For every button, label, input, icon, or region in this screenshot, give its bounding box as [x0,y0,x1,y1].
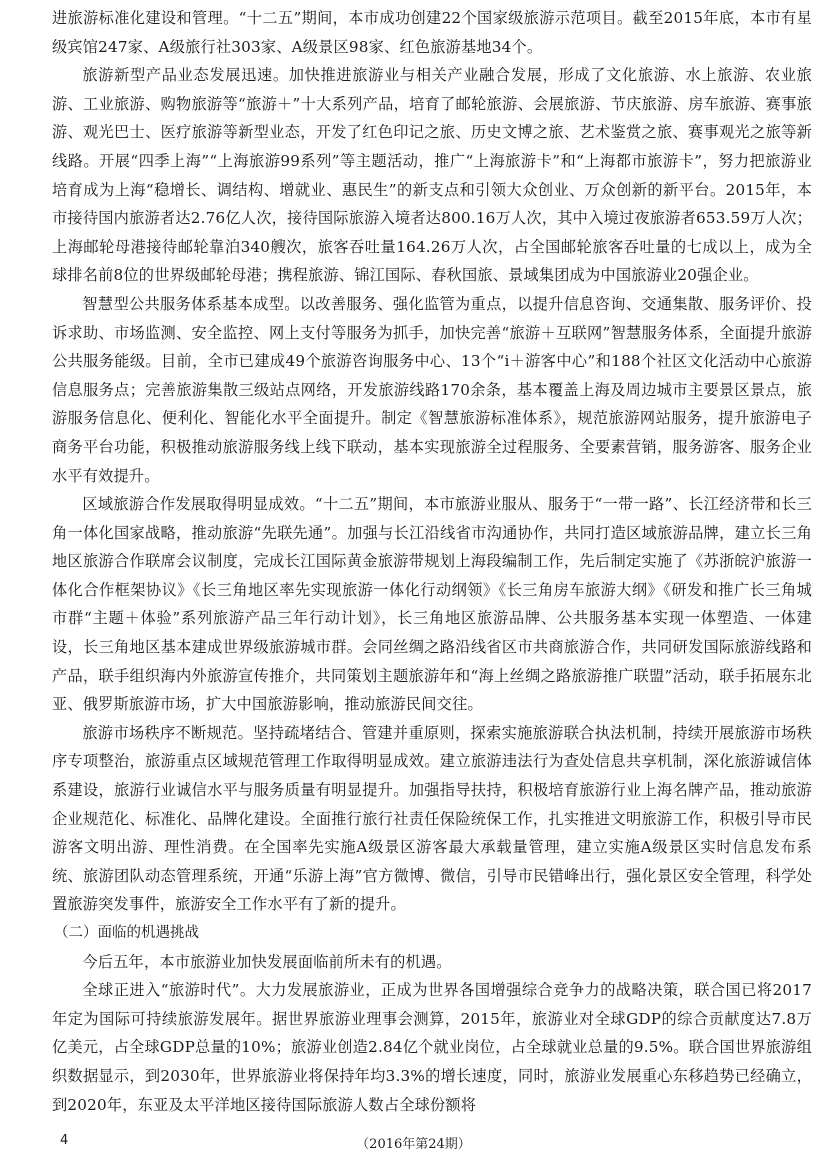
body-text [52,4,812,1119]
paragraph-regional-cooperation: 区域旅游合作发展取得明显成效。“十二五”期间，本市旅游业服从、服务于“一带一路”、长江经济带和长三角一体化国家战略，推动旅游“先联先通”。加强与长江沿线省市沟通协作，共同打造区域旅游品牌，建立长三角地区旅游合作联席会议制度，完成长江国际黄金旅游带规划上海段编制工作，先后制定实施了《苏浙皖沪旅游一体化合作框架协议》《长三角地区率先实现旅游一体化行动纲领》《长三角房车旅游大纲》《研发和推广长三角城市群“主题＋体验”系列旅游产品三年行动计划》，长三角地区旅游品牌、公共服务基本实现一体塑造、一体建设，长三角地区基本建成世界级旅游城市群。会同丝绸之路沿线省区市共商旅游合作，共同研发国际旅游线路和产品，联手组织海内外旅游宣传推介，共同策划主题旅游年和“海上丝绸之路旅游推广联盟”活动，联手拓展东北亚、俄罗斯旅游市场，扩大中国旅游影响，推动旅游民间交往。 [52,495,812,714]
issue-label: （2016年第24期） [356,1137,471,1152]
paragraph-tourism-standards: 进旅游标准化建设和管理。“十二五”期间，本市成功创建22个国家级旅游示范项目。截至2015年底，本市有星级宾馆247家、A级旅行社303家、A级景区98家、红色旅游基地34个。 [52,9,812,56]
paragraph-tourism-era: 全球正进入“旅游时代”。大力发展旅游业，正成为世界各国增强综合竞争力的战略决策，联合国已将2017年定为国际可持续旅游发展年。据世界旅游业理事会测算，2015年，旅游业对全球GDP的综合贡献度达7.8万亿美元，占全球GDP总量的10%；旅游业创造2.84亿个就业岗位，占全球就业总量的9.5%。联合国世界旅游组织数据显示，到2030年，世界旅游业将保持年均3.3%的增长速度，同时，旅游业发展重心东移趋势已经确立，到2020年，东亚及太平洋地区接待国际旅游人数占全球份额将 [52,981,812,1114]
section-subheading: （二）面临的机遇挑战 [54,925,199,941]
paragraph-smart-services: 智慧型公共服务体系基本成型。以改善服务、强化监管为重点，以提升信息咨询、交通集散、服务评价、投诉求助、市场监测、安全监控、网上支付等服务为抓手，加快完善“旅游＋互联网”智慧服务体系，全面提升旅游公共服务能级。目前，全市已建成49个旅游咨询服务中心、13个“i＋游客中心”和188个社区文化活动中心旅游信息服务点；完善旅游集散三级站点网络，开发旅游线路170余条，基本覆盖上海及周边城市主要景区景点，旅游服务信息化、便利化、智能化水平全面提升。制定《智慧旅游标准体系》，规范旅游网站服务，提升旅游电子商务平台功能，积极推动旅游服务线上线下联动，基本实现旅游全过程服务、全要素营销，服务游客、服务企业水平有效提升。 [52,294,812,485]
paragraph-opportunities: 今后五年，本市旅游业加快发展面临前所未有的机遇。 [82,952,452,971]
paragraph-market-order: 旅游市场秩序不断规范。坚持疏堵结合、管建并重原则，探索实施旅游联合执法机制，持续开展旅游市场秩序专项整治，旅游重点区域规范管理工作取得明显成效。建立旅游违法行为查处信息共享机制，深化旅游诚信体系建设，旅游行业诚信水平与服务质量有明显提升。加强指导扶持，积极培育旅游行业上海名牌产品，推动旅游企业规范化、标准化、品牌化建设。全面推行旅行社责任保险统保工作，扎实推进文明旅游工作，积极引导市民游客文明出游、理性消费。在全国率先实施A级景区游客最大承载量管理，建立实施A级景区实时信息发布系统、旅游团队动态管理系统，开通“乐游上海”官方微博、微信，引导市民错峰出行，强化景区安全管理，科学处置旅游突发事件，旅游安全工作水平有了新的提升。 [52,723,812,914]
page-number: 4 [60,1133,69,1148]
paragraph-new-products: 旅游新型产品业态发展迅速。加快推进旅游业与相关产业融合发展，形成了文化旅游、水上旅游、农业旅游、工业旅游、购物旅游等“旅游＋”十大系列产品，培育了邮轮旅游、会展旅游、节庆旅游、房车旅游、赛事旅游、观光巴士、医疗旅游等新型业态，开发了红色印记之旅、历史文博之旅、艺术鉴赏之旅、赛事观光之旅等新线路。开展“四季上海”“上海旅游99系列”等主题活动，推广“上海旅游卡”和“上海都市旅游卡”，努力把旅游业培育成为上海“稳增长、调结构、增就业、惠民生”的新支点和引领大众创业、万众创新的新平台。2015年，本市接待国内旅游者达2.76亿人次，接待国际旅游入境者达800.16万人次，其中入境过夜旅游者653.59万人次；上海邮轮母港接待邮轮靠泊340艘次，旅客吞吐量164.26万人次，占全国邮轮旅客吞吐量的七成以上，成为全球排名前8位的世界级邮轮母港；携程旅游、锦江国际、春秋国旅、景域集团成为中国旅游业20强企业。 [52,66,812,285]
